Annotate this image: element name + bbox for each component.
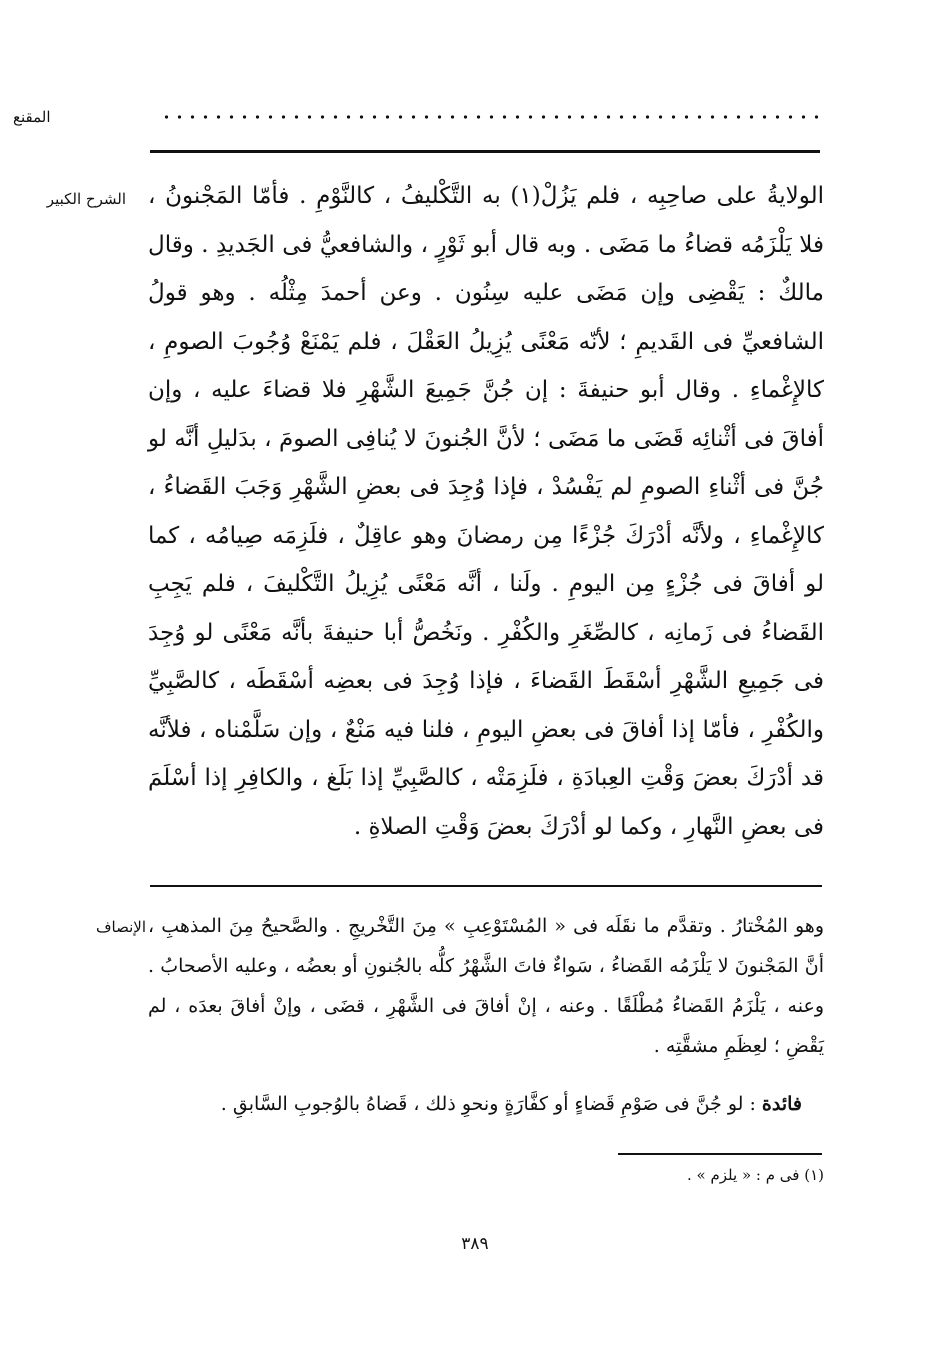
running-title-text: المقنع [13, 108, 51, 126]
page-number: ٣٨٩ [461, 1234, 489, 1254]
footnote: (١) فى م : « يلزم » . [687, 1166, 824, 1184]
main-commentary-text [148, 172, 824, 851]
faida-line [148, 1084, 824, 1124]
insaf-section [148, 906, 824, 1124]
header-rule [150, 150, 820, 153]
main-paragraph: الولايةُ على صاحِبِه ، فلم يَزُلْ(١) به التَّكْليفُ ، كالنَّوْمِ . فأمّا المَجْنونُ ، فلا يَلْزَمُه قضاءُ ما مَضَى . وبه قال أبو ثَوْرٍ ، والشافعيُّ فى الجَديدِ . وقال مالكٌ : يَقْضِى وإن مَضَى عليه سِنُون . وعن أحمدَ مِثْلُه . وهو قولُ الشافعيِّ فى القَديمِ ؛ لأنّه مَعْنًى يُزِيلُ العَقْلَ ، فلم يَمْنَعْ وُجُوبَ الصومِ ، كالإِغْماءِ . وقال أبو حنيفةَ : إن جُنَّ جَمِيعَ الشَّهْرِ فلا قضاءَ عليه ، وإن أفاقَ فى أثْنائِه قَضَى ما مَضَى ؛ لأنَّ الجُنونَ لا يُنافِى الصومَ ، بدَليلِ أنَّه لو جُنَّ فى أثْناءِ الصومِ لم يَفْسُدْ ، فإذا وُجِدَ فى بعضِ الشَّهْرِ وَجَبَ القَضاءُ ، كالإِغْماءِ ، ولأنَّه أدْرَكَ جُزْءًا مِن رمضانَ وهو عاقِلٌ ، فلَزِمَه صِيامُه ، كما لو أفاقَ فى جُزْءٍ مِن اليومِ . ولَنا ، أنَّه مَعْنًى يُزِيلُ التَّكْليفَ ، فلم يَجِبِ القَضاءُ فى زَمانِه ، كالصِّغَرِ والكُفْرِ . ونَخُصُّ أبا حنيفةَ بأنَّه مَعْنًى لو وُجِدَ فى جَمِيعِ الشَّهْرِ أسْقَطَ القَضاءَ ، فإذا وُجِدَ فى بعضِه أسْقَطَه ، كالصَّبِيِّ والكُفْرِ ، فأمّا إذا أفاقَ فى بعضِ اليومِ ، فلنا فيه مَنْعٌ ، وإن سَلَّمْناه ، فلأنَّه قد أدْرَكَ بعضَ وَقْتِ العِبادَةِ ، فلَزِمَتْه ، كالصَّبِيِّ إذا بَلَغ ، والكافِرِ إذا أسْلَمَ فى بعضِ النَّهارِ ، وكما لو أدْرَكَ بعضَ وَقْتِ الصلاةِ . [148, 183, 824, 840]
header-dotted-line [160, 112, 820, 122]
insaf-side-label: الإنصاف [95, 918, 146, 936]
footnote-rule [618, 1153, 822, 1155]
faida-label: فائدة [761, 1093, 802, 1115]
faida-text: : لو جُنَّ فى صَوْمِ قَضاءٍ أو كفَّارَةٍ ونحوِ ذلك ، قَضاهُ بالوُجوبِ السَّابقِ . [220, 1093, 762, 1115]
section-divider-rule [150, 885, 822, 887]
running-title [13, 108, 123, 126]
insaf-paragraph: وهو المُخْتارُ . وتقدَّم ما نقَلَه فى « المُسْتَوْعِبِ » مِنَ التَّخْريجِ . والصَّحيحُ مِنَ المذهبِ ، أنَّ المَجْنونَ لا يَلْزَمُه القَضاءُ ، سَواءٌ فاتَ الشَّهْرُ كلُّه بالجُنونِ أو بعضُه ، وعليه الأصحابُ . وعنه ، يَلْزَمُ القَضاءُ مُطْلَقًا . وعنه ، إنْ أفاقَ فى الشَّهْرِ ، قضَى ، وإنْ أفاقَ بعدَه ، لم يَقْضِ ؛ لعِظَمِ مشقَّتِه . [148, 915, 824, 1057]
sharh-side-label: الشرح الكبير [46, 190, 126, 208]
